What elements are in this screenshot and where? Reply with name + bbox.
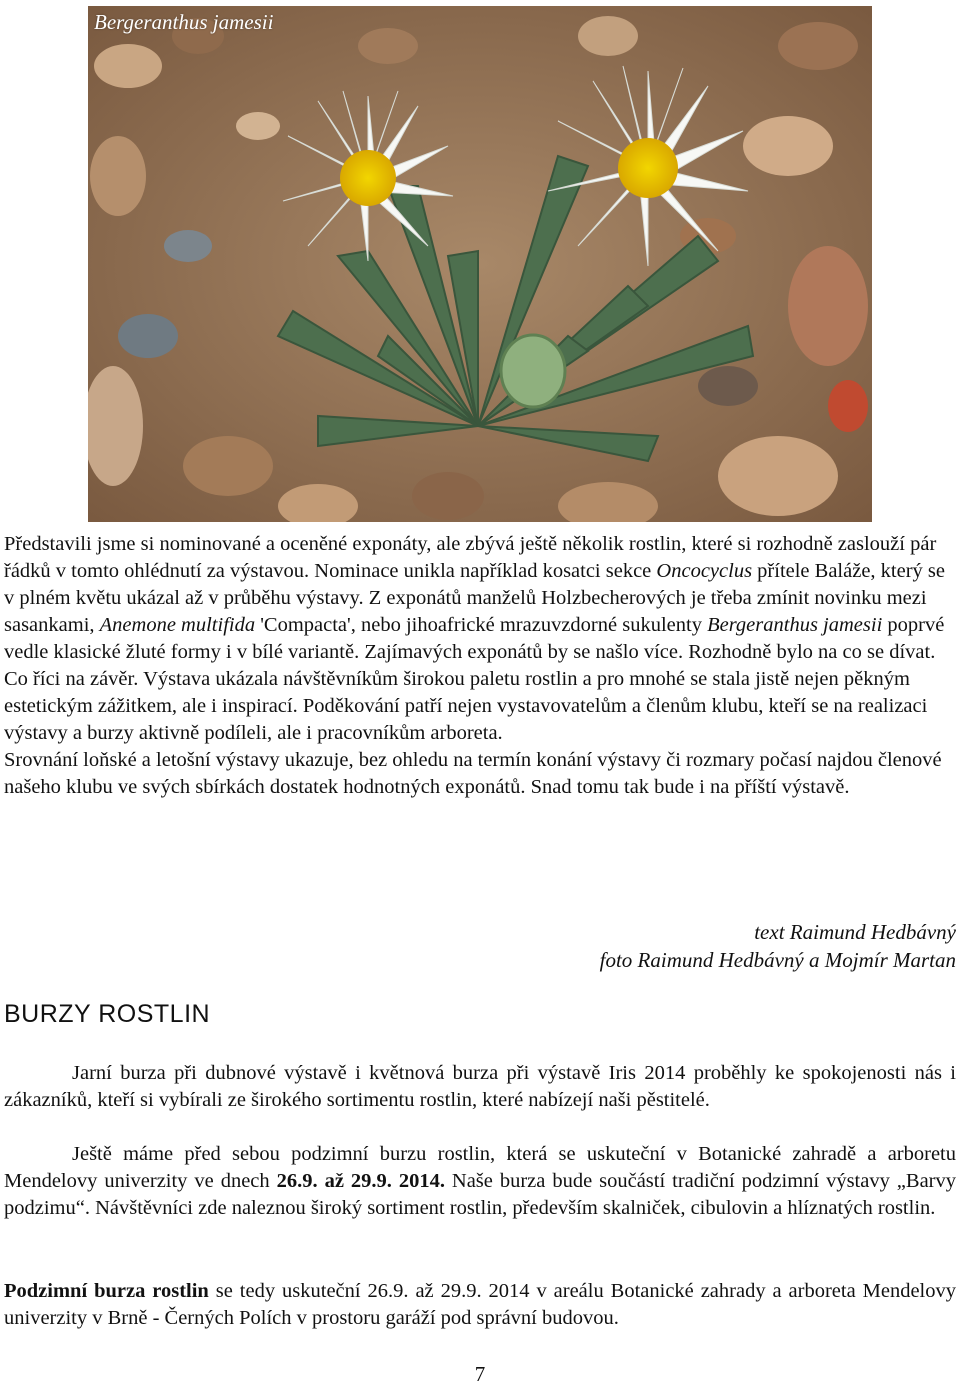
- section-heading: BURZY ROSTLIN: [4, 1000, 211, 1028]
- article-text-d: poprvé vedle klasické žluté formy i v bílé variantě. Zajímavých exponátů by se našlo více. Rozhodně bylo na co se dívat. Co říci na závěr. Výstava ukázala návštěvníkům širokou paletu rostlin a pro mnohé se stala jistě nejen pěkným estetickým zážitkem, ale i inspirací. Poděkování patří nejen vystavovatelům a členům klubu, kteří se na realizaci výstavy a burzy aktivně podíleli, ale i pracovníkům arboreta.: [4, 614, 945, 744]
- page-number: 7: [474, 1362, 486, 1386]
- flower-bud: [501, 335, 565, 407]
- burzy-text-rest: se tedy uskuteční 26.9. až 29.9. 2014 v areálu Botanické zahrady a arboreta Mendelovy univerzity v Brně - Černých Polích v prostoru garáží pod správní budovou.: [4, 1280, 956, 1329]
- article-text-anemone: Anemone multifida: [99, 614, 256, 636]
- burzy-paragraph-1: Jarní burza při dubnové výstavě i květnová burza při výstavě Iris 2014 proběhly ke spokojenosti nás i zákazníků, kteří si vybírali ze širokého sortimentu rostlin, které nabízejí naši pěstitelé.: [4, 1062, 956, 1111]
- bergeranthus-photo-drawing: [88, 6, 872, 522]
- bergeranthus-photo: [88, 6, 872, 522]
- article-text-c: 'Compacta', nebo jihoafrické mrazuvzdorné sukulenty: [255, 614, 708, 636]
- credit-photo: foto Raimund Hedbávný a Mojmír Martan: [599, 948, 956, 972]
- article-text-a: Představili jsme si nominované a oceněné exponáty, ale zbývá ještě několik rostlin, které si rozhodně zaslouží pár řádků v tomto ohlédnutí za výstavou. Nominace unikla například kosatci sekce: [4, 533, 937, 582]
- article-paragraph: [4, 531, 956, 801]
- article-text-oncocyclus: Oncocyclus: [656, 560, 753, 582]
- burzy-text-a: Ještě máme před sebou podzimní burzu rostlin, která se uskuteční v Botanické zahradě a arboretu Mendelovy univerzity ve dnech: [4, 1143, 956, 1192]
- photo-caption: Bergeranthus jamesii: [94, 10, 274, 34]
- article-text-e: Srovnání loňské a letošní výstavy ukazuje, bez ohledu na termín konání výstavy či rozmary počasí najdou členové našeho klubu ve svých sbírkách dostatek hodnotných exponátů. Snad tomu tak bude i na příští výstavě.: [4, 749, 942, 798]
- burzy-text-b: Naše burza bude součástí tradiční podzimní výstavy „Barvy podzimu“. Návštěvníci zde naleznou široký sortiment rostlin, především skalniček, cibulovin a hlíznatých rostlin.: [4, 1170, 957, 1219]
- article-text-bergeranthus: Bergeranthus jamesii: [707, 614, 883, 636]
- burzy-paragraph-2: [4, 1141, 956, 1222]
- burzy-bold-lead: Podzimní burza rostlin: [4, 1280, 209, 1302]
- credit-text: text Raimund Hedbávný: [754, 920, 956, 944]
- credits: [600, 918, 956, 974]
- article-text-b: přítele Baláže, který se v plném květu ukázal až v průběhu výstavy. Z exponátů manželů Holzbecherových je třeba zmínit novinku mezi sasankami,: [4, 560, 945, 636]
- burzy-paragraph-3: [4, 1278, 956, 1332]
- burzy-dates: 26.9. až 29.9. 2014.: [276, 1170, 445, 1192]
